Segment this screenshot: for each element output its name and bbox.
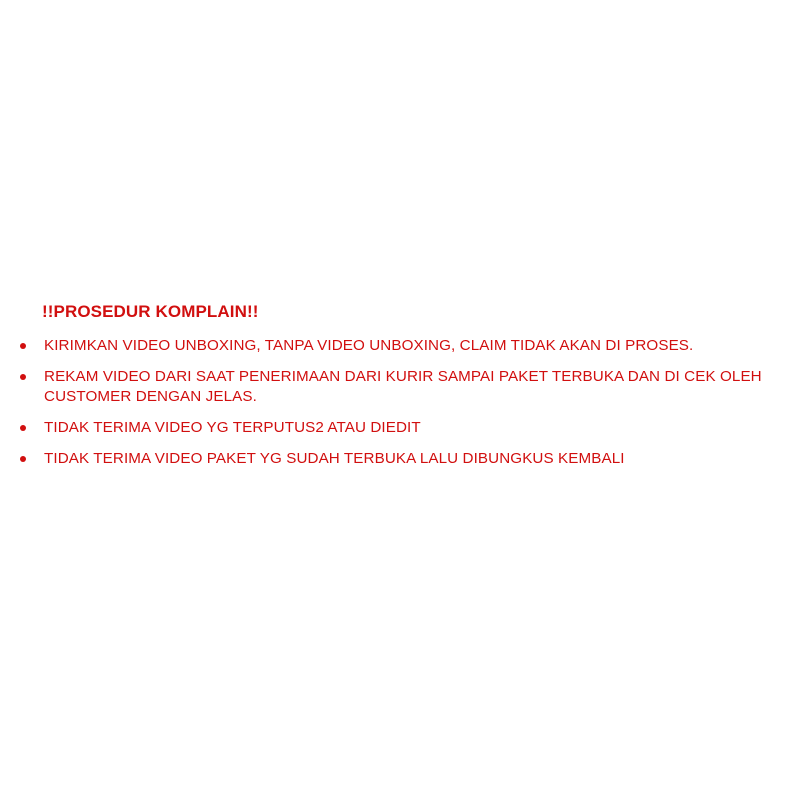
list-item — [20, 418, 780, 438]
procedure-list — [20, 336, 780, 469]
list-item-text: TIDAK TERIMA VIDEO PAKET YG SUDAH TERBUKA LALU DIBUNGKUS KEMBALI — [44, 450, 625, 467]
bullet-icon — [20, 456, 26, 462]
bullet-icon — [20, 343, 26, 349]
list-item — [20, 449, 780, 469]
list-item-text: REKAM VIDEO DARI SAAT PENERIMAAN DARI KURIR SAMPAI PAKET TERBUKA DAN DI CEK OLEH CUSTOMER DENGAN JELAS. — [44, 368, 762, 405]
bullet-icon — [20, 425, 26, 431]
list-item-text: TIDAK TERIMA VIDEO YG TERPUTUS2 ATAU DIEDIT — [44, 419, 421, 436]
list-item-text: KIRIMKAN VIDEO UNBOXING, TANPA VIDEO UNBOXING, CLAIM TIDAK AKAN DI PROSES. — [44, 337, 694, 354]
list-item — [20, 336, 780, 356]
complaint-procedure — [20, 300, 780, 480]
list-item — [20, 367, 780, 407]
procedure-title: !!PROSEDUR KOMPLAIN!! — [42, 302, 259, 321]
bullet-icon — [20, 374, 26, 380]
